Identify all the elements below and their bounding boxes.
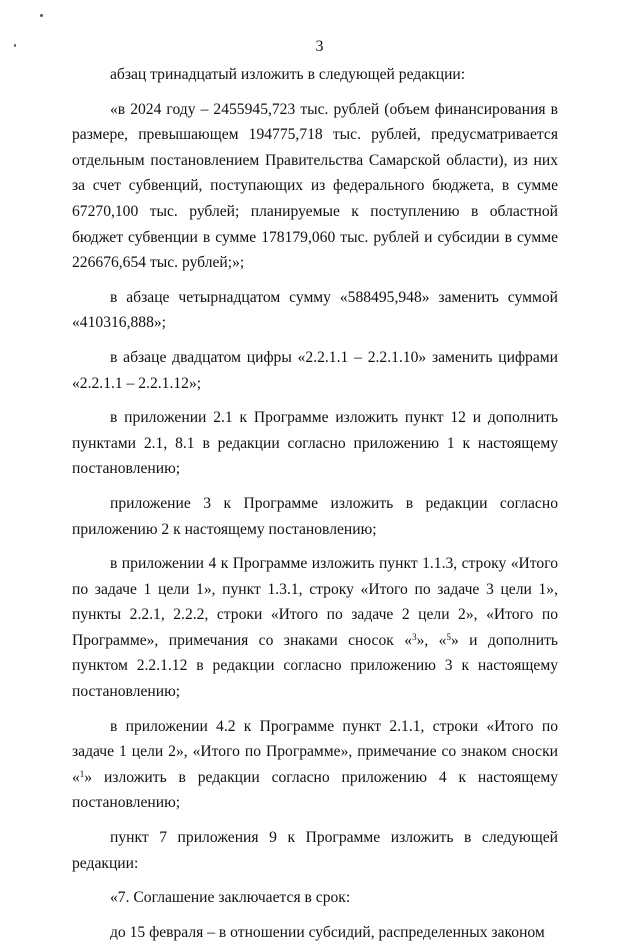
paragraph-text: » изложить в редакции согласно приложению 4 к настоящему постановлению; xyxy=(72,768,558,812)
paragraph: приложение 3 к Программе изложить в редакции согласно приложению 2 к настоящему постановлению; xyxy=(72,494,558,538)
paragraph-text: в приложении 4 к Программе изложить пункт 1.1.3, строку «Итого по задаче 1 цели 1», пункт 1.3.1, строку «Итого по задаче 3 цели 1», пункты 2.2.1, 2.2.2, строки «Итого по задаче 2 цели 2», «Итого по Программе», примечания со знаками сносок « xyxy=(72,555,558,649)
paragraph: до 15 февраля – в отношении субсидий, распределенных законом xyxy=(110,923,545,941)
paragraph: в абзаце четырнадцатом сумму «588495,948» заменить суммой «410316,888»; xyxy=(72,288,558,332)
paragraph: пункт 7 приложения 9 к Программе изложить в следующей редакции: xyxy=(72,829,558,872)
scan-speck xyxy=(40,14,43,17)
footnote-mark: 1 xyxy=(79,768,85,779)
paragraph-text: » и дополнить пунктом 2.2.1.12 в редакции согласно приложению 3 к настоящему постановлению; xyxy=(72,631,558,701)
paragraph-text: », « xyxy=(416,631,447,649)
paragraph-with-footnote-mark xyxy=(72,714,558,816)
paragraph: «7. Соглашение заключается в срок: xyxy=(110,889,351,907)
paragraph-with-footnote-marks xyxy=(72,551,558,705)
paragraph: в абзаце двадцатом цифры «2.2.1.1 – 2.2.1.10» заменить цифрами «2.2.1.1 – 2.2.1.12»; xyxy=(72,348,558,392)
document-body xyxy=(72,62,558,945)
footnote-mark: 3 xyxy=(412,631,417,642)
paragraph: «в 2024 году – 2455945,723 тыс. рублей (объем финансирования в размере, превышающем 194775,718 тыс. рублей, предусматривается отдельным постановлением Правительства Самарской области), из них за счет субвенций, поступающих из федерального бюджета, в сумме 67270,100 тыс. рублей; планируемые к поступлению в областной бюджет субвенции в сумме 178179,060 тыс. рублей и субсидии в сумме 226676,654 тыс. рублей;»; xyxy=(72,100,558,272)
paragraph-text: в приложении 4.2 к Программе пункт 2.1.1, строки «Итого по задаче 1 цели 2», «Итого по Программе», примечание со знаком сноски « xyxy=(72,717,558,786)
paragraph: в приложении 2.1 к Программе изложить пункт 12 и дополнить пунктами 2.1, 8.1 в редакции согласно приложению 1 к настоящему постановлению; xyxy=(72,409,558,478)
paragraph: абзац тринадцатый изложить в следующей редакции: xyxy=(110,66,466,83)
footnote-mark: 5 xyxy=(446,631,451,642)
page-number: 3 xyxy=(315,38,324,55)
